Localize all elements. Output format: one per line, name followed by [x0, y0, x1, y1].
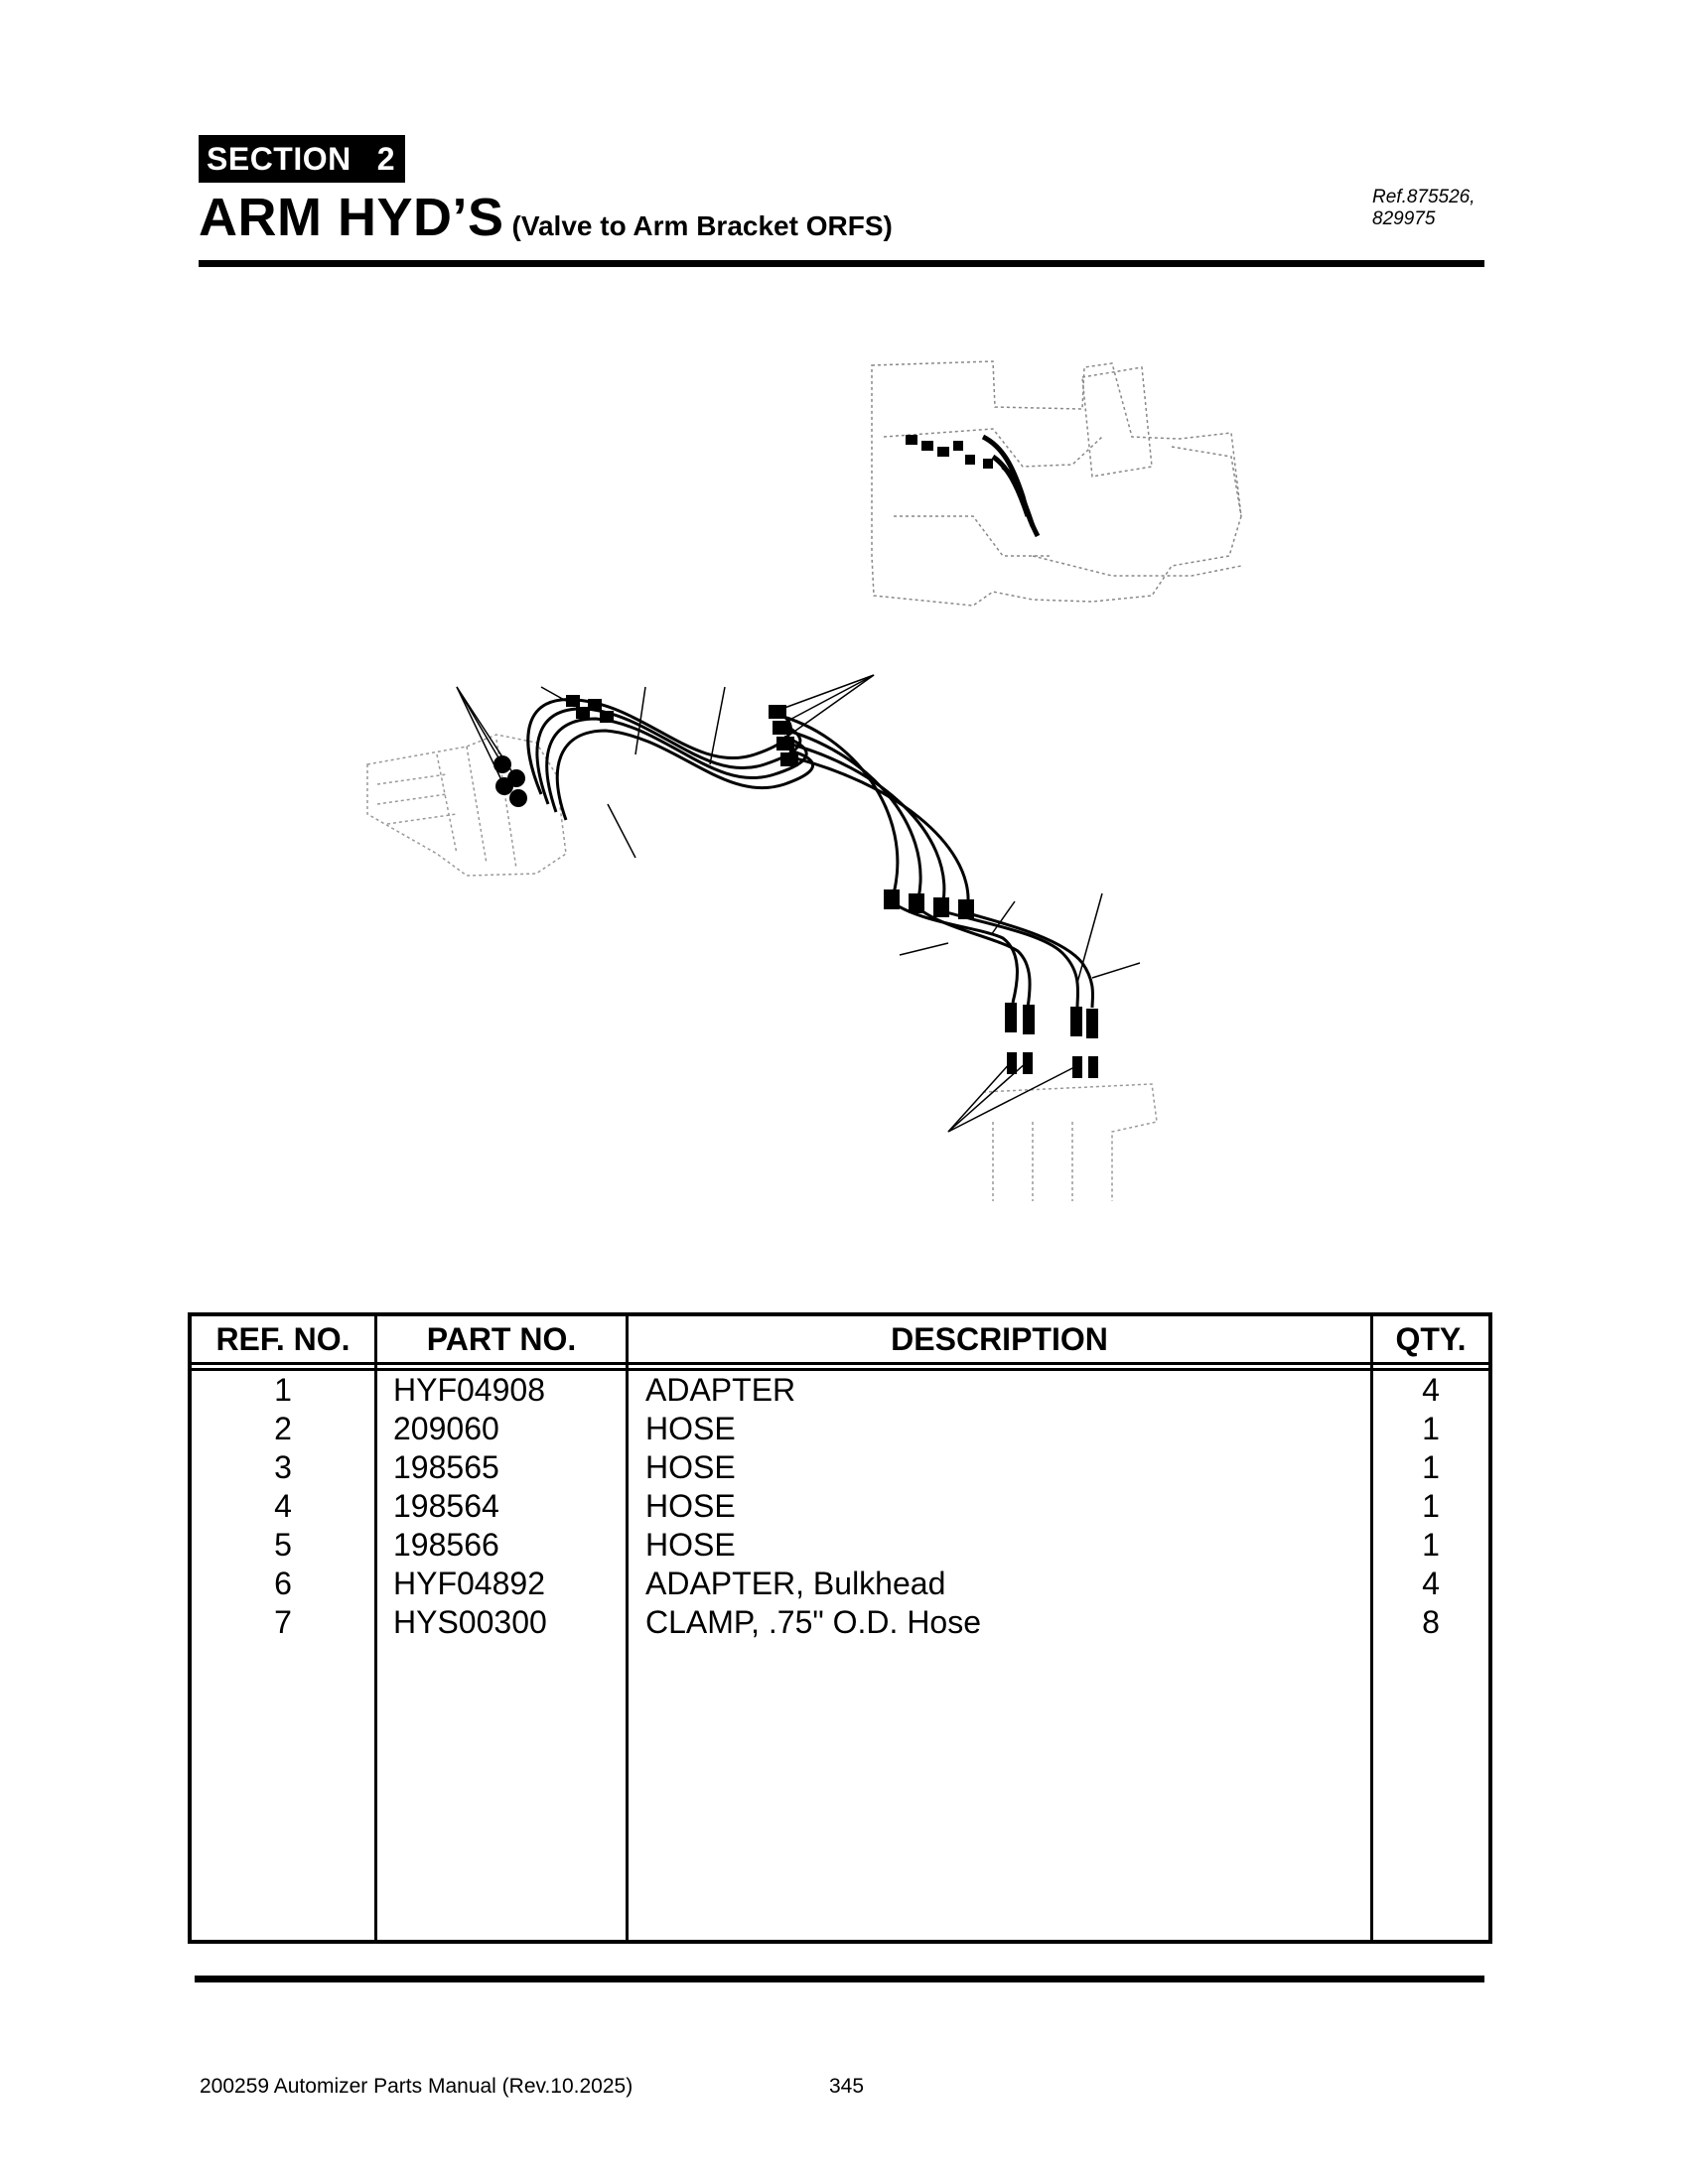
- description: HOSE: [645, 1411, 736, 1446]
- arm-fittings: [1005, 1003, 1098, 1078]
- arm-bracket: [983, 1084, 1157, 1201]
- ref-no: 2: [274, 1411, 292, 1446]
- part-no: 198566: [393, 1527, 499, 1563]
- parts-table: [188, 1312, 1492, 1944]
- ref-no: 6: [274, 1566, 292, 1601]
- part-no: 198564: [393, 1488, 499, 1524]
- table-row: [192, 1603, 1488, 1642]
- description: CLAMP, .75" O.D. Hose: [645, 1604, 982, 1640]
- header-description: DESCRIPTION: [891, 1321, 1108, 1357]
- ref-no: 7: [274, 1604, 292, 1640]
- part-no: 198565: [393, 1449, 499, 1485]
- ref-line-2: 829975: [1372, 208, 1436, 229]
- quantity: 1: [1422, 1449, 1440, 1485]
- ref-no: 4: [274, 1488, 292, 1524]
- description: ADAPTER: [645, 1372, 796, 1408]
- description: HOSE: [645, 1488, 736, 1524]
- part-no: HYF04892: [393, 1566, 545, 1601]
- locator-fittings: [906, 435, 993, 469]
- part-no: HYF04908: [393, 1372, 545, 1408]
- header-ref-no: REF. NO.: [215, 1321, 351, 1357]
- quantity: 4: [1422, 1566, 1440, 1601]
- table-row: [192, 1448, 1488, 1487]
- quantity: 1: [1422, 1527, 1440, 1563]
- footer-rule: [195, 1976, 1484, 1982]
- table-row: [192, 1371, 1488, 1410]
- title-subtitle: (Valve to Arm Bracket ORFS): [511, 210, 893, 241]
- part-no: 209060: [393, 1411, 499, 1446]
- ref-no: 5: [274, 1527, 292, 1563]
- header-divider: [192, 1362, 1488, 1365]
- bulkhead-adapters: [566, 695, 974, 919]
- description: HOSE: [645, 1527, 736, 1563]
- quantity: 8: [1422, 1604, 1440, 1640]
- table-body: [192, 1371, 1488, 1642]
- table-row: [192, 1526, 1488, 1565]
- description: ADAPTER, Bulkhead: [645, 1566, 946, 1601]
- valve-adapters: [493, 755, 527, 807]
- quantity: 1: [1422, 1488, 1440, 1524]
- quantity: 1: [1422, 1411, 1440, 1446]
- table-row: [192, 1410, 1488, 1448]
- hose-bundle: [528, 700, 1093, 1008]
- part-no: HYS00300: [393, 1604, 547, 1640]
- locator-inset: [872, 361, 1241, 606]
- quantity: 4: [1422, 1372, 1440, 1408]
- description: HOSE: [645, 1449, 736, 1485]
- table-row: [192, 1565, 1488, 1603]
- header-qty: QTY.: [1395, 1321, 1467, 1357]
- ref-line-1: Ref.875526,: [1372, 187, 1476, 207]
- ref-no: 1: [274, 1372, 292, 1408]
- footer-manual: 200259 Automizer Parts Manual (Rev.10.2025): [200, 2075, 633, 2098]
- table-row: [192, 1487, 1488, 1526]
- section-label: SECTION: [207, 141, 352, 177]
- header-part-no: PART NO.: [426, 1321, 577, 1357]
- ref-no: 3: [274, 1449, 292, 1485]
- section-number: 2: [376, 141, 396, 177]
- page-number: 345: [829, 2075, 865, 2098]
- title-main: ARM HYD’S: [199, 188, 504, 247]
